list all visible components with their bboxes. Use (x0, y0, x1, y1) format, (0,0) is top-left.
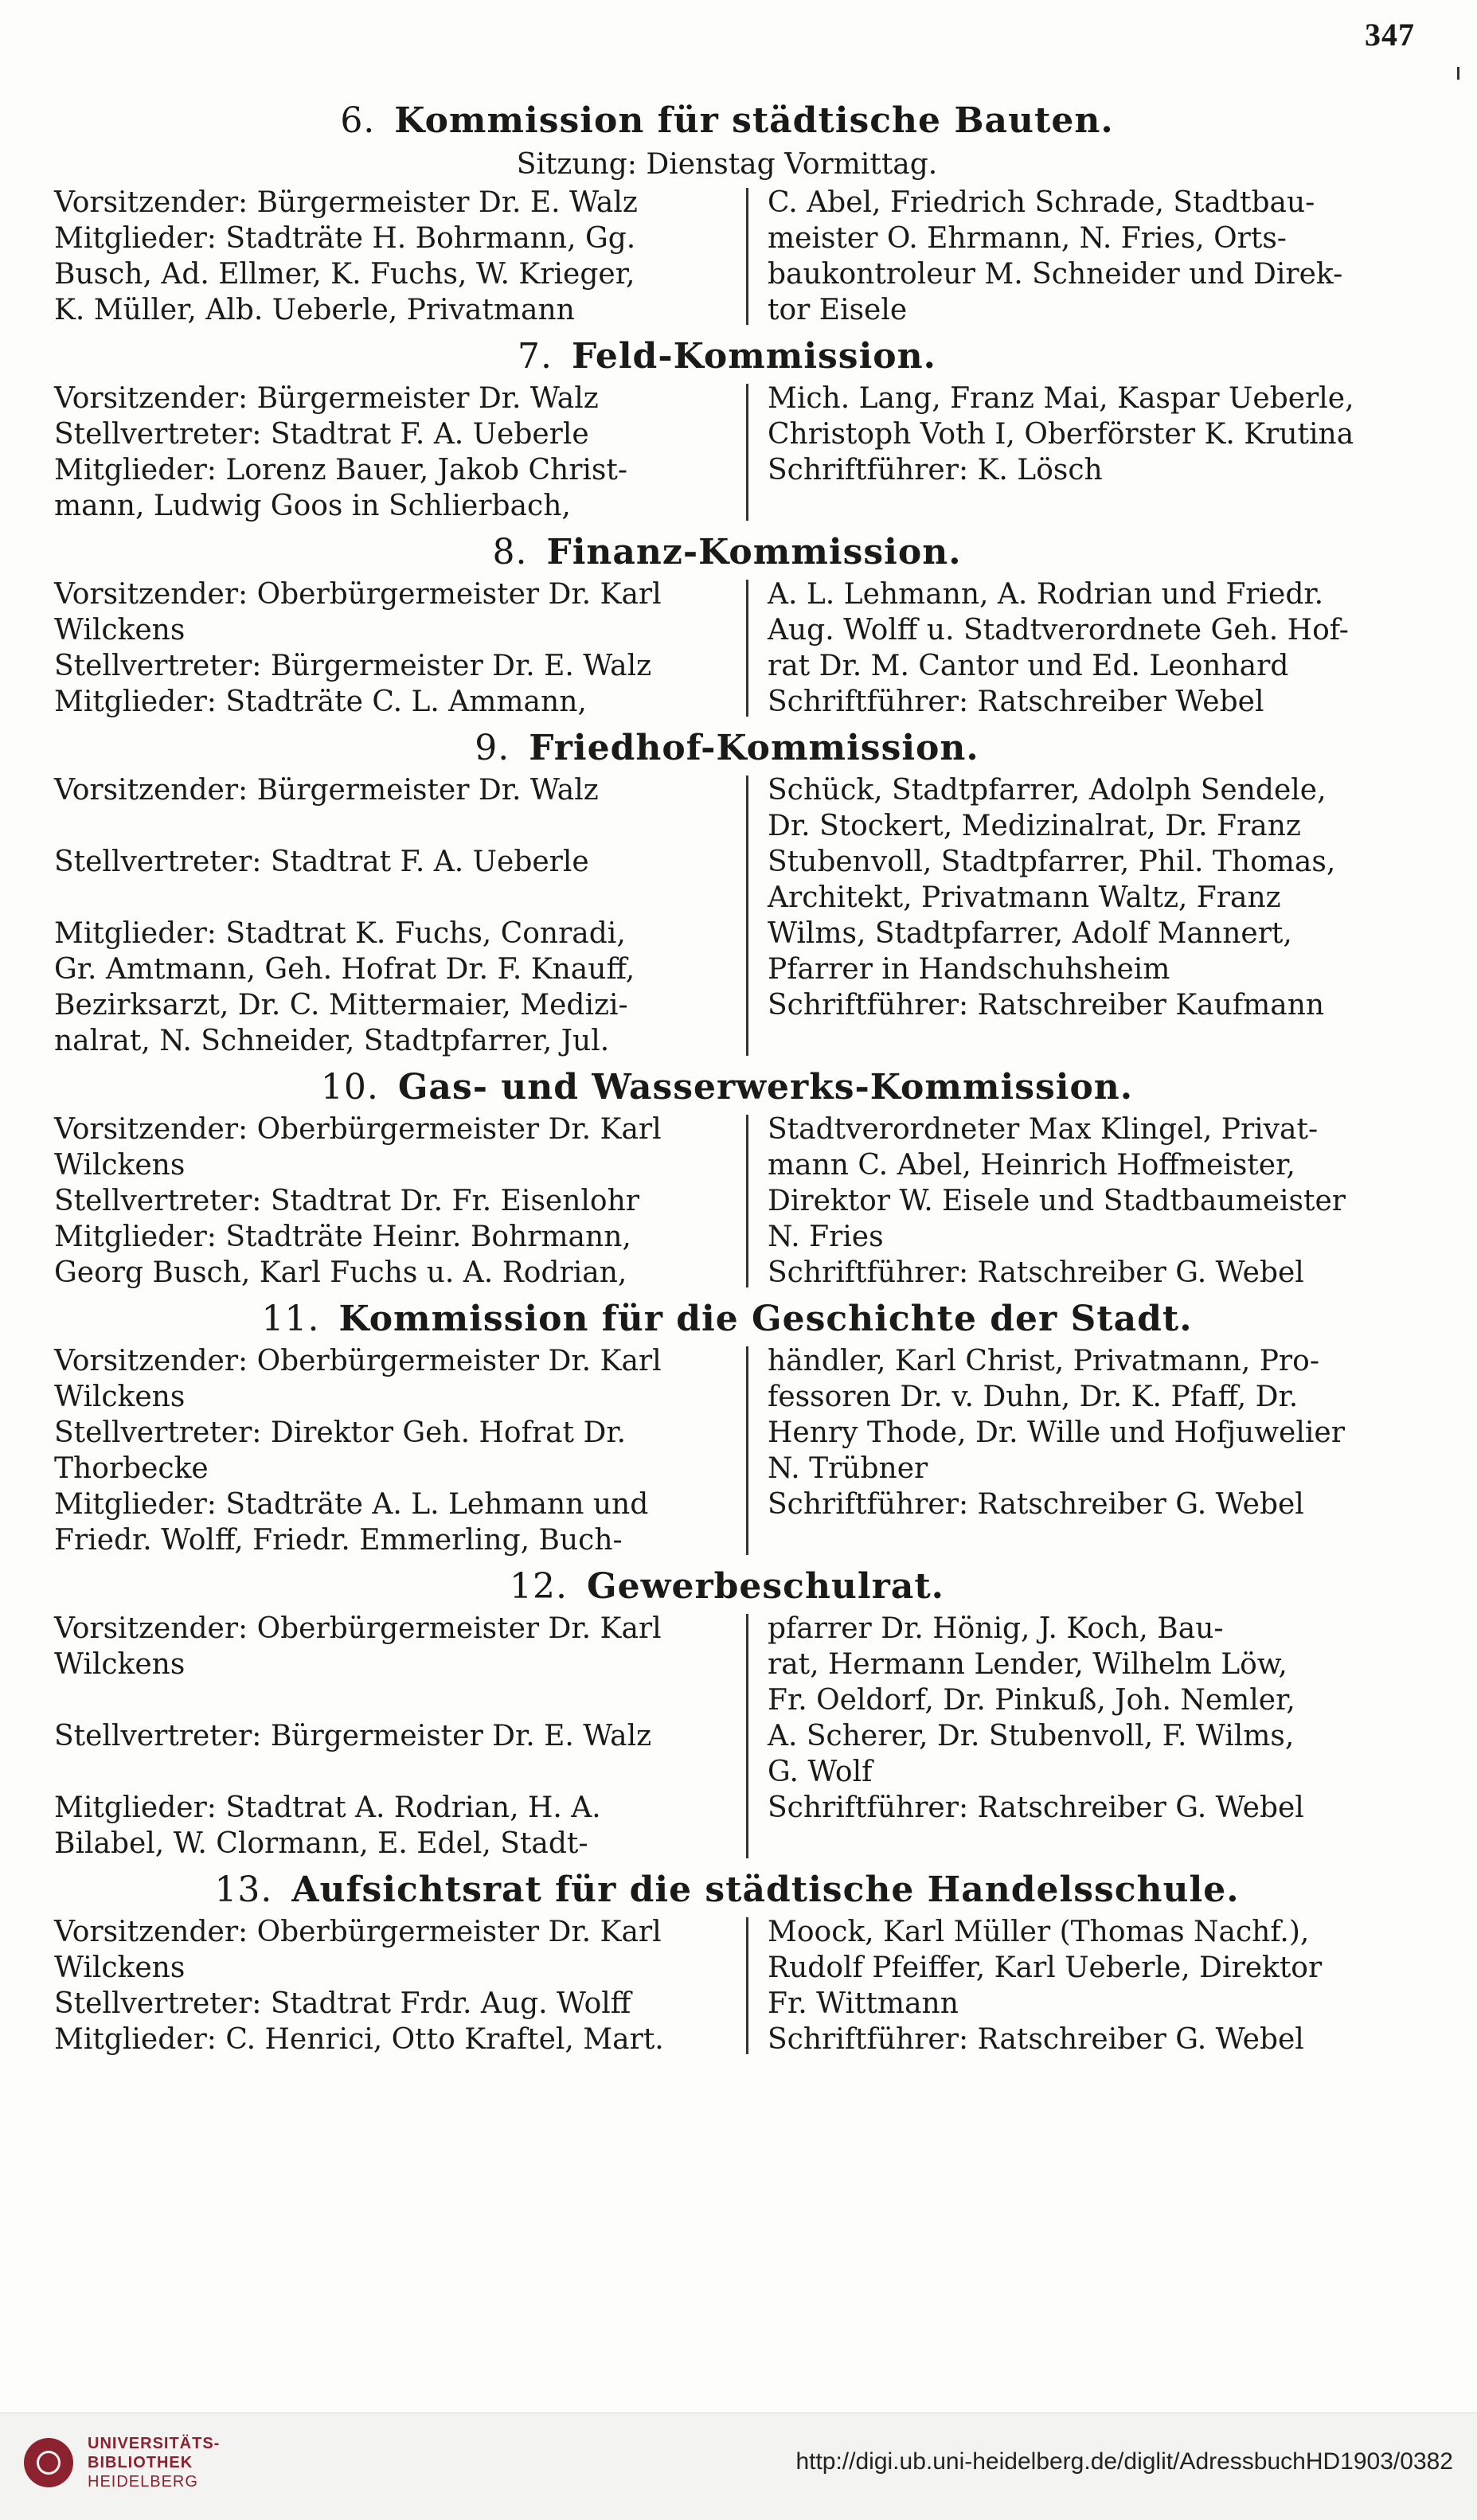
page-number: 347 (1365, 17, 1415, 53)
left-column-text: Vorsitzender: Bürgermeister Dr. E. Walz Mitglieder: Stadträte H. Bohrmann, Gg. Busch, Ad. Ellmer, K. Fuchs, W. Krieger, K. Müller, Alb. Ueberle, Privatmann (54, 186, 638, 326)
left-column-text: Vorsitzender: Bürgermeister Dr. Walz Stellvertreter: Stadtrat F. A. Ueberle Mitglieder: Stadtrat K. Fuchs, Conradi, Gr. Amtmann, Geh. Hofrat Dr. F. Knauff, Bezirksarzt, Dr. C. Mittermaier, Medizi- nalrat, N. Schneider, Stadtpfarrer, Jul. (54, 774, 635, 1057)
section-heading (54, 1295, 1400, 1343)
right-column-text: Schück, Stadtpfarrer, Adolph Sendele, Dr. Stockert, Medizinalrat, Dr. Franz Stubenvoll, Stadtpfarrer, Phil. Thomas, Architekt, Privatmann Waltz, Franz Wilms, Stadtpfarrer, Adolf Mannert, Pfarrer in Handschuhsheim Schriftführer: Ratschreiber Kaufmann (768, 774, 1336, 1022)
commission-section (54, 97, 1400, 328)
right-column-text: A. L. Lehmann, A. Rodrian und Friedr. Aug. Wolff u. Stadtverordnete Geh. Hof- rat Dr. M. Cantor und Ed. Leonhard Schriftführer: Ratschreiber Webel (768, 578, 1349, 718)
commission-section (54, 725, 1400, 1059)
logo-line-2: BIBLIOTHEK (88, 2454, 193, 2471)
section-columns (54, 576, 1400, 720)
left-column-text: Vorsitzender: Oberbürgermeister Dr. Karl Wilckens Stellvertreter: Direktor Geh. Hofrat Dr. Thorbecke Mitglieder: Stadträte A. L. Lehmann und Friedr. Wolff, Friedr. Emmerling, Buch- (54, 1345, 662, 1557)
left-column-text: Vorsitzender: Oberbürgermeister Dr. Karl Wilckens Stellvertreter: Stadtrat Frdr. Aug. Wolff Mitglieder: C. Henrici, Otto Kraftel, Mart. (54, 1916, 664, 2056)
section-heading (54, 1866, 1400, 1914)
commission-section (54, 1295, 1400, 1558)
right-column-text: Stadtverordneter Max Klingel, Privat- mann C. Abel, Heinrich Hoffmeister, Direktor W. Eisele und Stadtbaumeister N. Fries Schriftführer: Ratschreiber G. Webel (768, 1113, 1346, 1289)
section-title: Aufsichtsrat für die städtische Handelsschule. (291, 1869, 1240, 1910)
section-number: 8. (492, 532, 528, 572)
section-heading (54, 1563, 1400, 1611)
section-number: 12. (510, 1566, 568, 1607)
section-columns (54, 1343, 1400, 1558)
section-heading (54, 1064, 1400, 1112)
library-logo (24, 2434, 220, 2491)
left-column-text: Vorsitzender: Bürgermeister Dr. Walz Stellvertreter: Stadtrat F. A. Ueberle Mitglieder: Lorenz Bauer, Jakob Christ- mann, Ludwig Goos in Schlierbach, (54, 382, 628, 522)
commission-section (54, 1563, 1400, 1862)
section-heading (54, 529, 1400, 576)
section-number: 9. (475, 728, 510, 768)
left-column-text: Vorsitzender: Oberbürgermeister Dr. Karl Wilckens Stellvertreter: Bürgermeister Dr. E. Walz Mitglieder: Stadträte C. L. Ammann, (54, 578, 662, 718)
margin-mark (1457, 67, 1459, 80)
section-heading (54, 333, 1400, 381)
commission-section (54, 1866, 1400, 2057)
section-heading (54, 725, 1400, 772)
section-columns (54, 772, 1400, 1059)
section-title: Gewerbeschulrat. (587, 1566, 944, 1607)
section-number: 10. (320, 1067, 379, 1108)
right-column-text: Mich. Lang, Franz Mai, Kaspar Ueberle, Christoph Voth I, Oberförster K. Krutina Schriftführer: K. Lösch (768, 382, 1354, 486)
section-title: Gas- und Wasserwerks-Kommission. (397, 1067, 1134, 1108)
section-number: 11. (261, 1299, 320, 1339)
section-columns (54, 1112, 1400, 1291)
section-columns (54, 381, 1400, 524)
right-column-text: pfarrer Dr. Hönig, J. Koch, Bau- rat, Hermann Lender, Wilhelm Löw, Fr. Oeldorf, Dr. Pinkuß, Joh. Nemler, A. Scherer, Dr. Stubenvoll, F. Wilms, G. Wolf Schriftführer: Ratschreiber G. Webel (768, 1612, 1304, 1824)
right-column-text: Moock, Karl Müller (Thomas Nachf.), Rudolf Pfeiffer, Karl Ueberle, Direktor Fr. Wittmann Schriftführer: Ratschreiber G. Webel (768, 1916, 1323, 2056)
section-number: 7. (518, 336, 553, 377)
section-columns (54, 1914, 1400, 2057)
logo-line-3: HEIDELBERG (88, 2473, 198, 2491)
page-content (54, 94, 1400, 2062)
commission-section (54, 1064, 1400, 1291)
section-heading (54, 97, 1400, 145)
section-number: 13. (214, 1869, 273, 1910)
section-title: Friedhof-Kommission. (529, 728, 979, 768)
section-title: Feld-Kommission. (572, 336, 936, 377)
section-columns (54, 1611, 1400, 1862)
right-column-text: händler, Karl Christ, Privatmann, Pro- fessoren Dr. v. Duhn, Dr. K. Pfaff, Dr. Henry Thode, Dr. Wille und Hofjuwelier N. Trübner Schriftführer: Ratschreiber G. Webel (768, 1345, 1345, 1521)
right-column-text: C. Abel, Friedrich Schrade, Stadtbau- meister O. Ehrmann, N. Fries, Orts- baukontroleur M. Schneider und Direk- tor Eisele (768, 186, 1343, 326)
section-title: Finanz-Kommission. (546, 532, 962, 572)
commission-section (54, 529, 1400, 720)
section-subtitle: Sitzung: Dienstag Vormittag. (516, 148, 938, 181)
section-columns (54, 185, 1400, 328)
section-title: Kommission für städtische Bauten. (394, 100, 1114, 141)
left-column-text: Vorsitzender: Oberbürgermeister Dr. Karl Wilckens Stellvertreter: Stadtrat Dr. Fr. Eisenlohr Mitglieder: Stadträte Heinr. Bohrmann, Georg Busch, Karl Fuchs u. A. Rodrian, (54, 1113, 662, 1289)
commission-section (54, 333, 1400, 524)
source-url[interactable]: http://digi.ub.uni-heidelberg.de/diglit/AdressbuchHD1903/0382 (795, 2448, 1453, 2475)
left-column-text: Vorsitzender: Oberbürgermeister Dr. Karl Wilckens Stellvertreter: Bürgermeister Dr. E. Walz Mitglieder: Stadtrat A. Rodrian, H. A. Bilabel, W. Clormann, E. Edel, Stadt- (54, 1612, 662, 1860)
digitization-footer (0, 2413, 1477, 2520)
section-number: 6. (340, 100, 376, 141)
logo-line-1: UNIVERSITÄTS- (88, 2435, 221, 2452)
seal-icon (24, 2438, 73, 2487)
section-title: Kommission für die Geschichte der Stadt. (338, 1299, 1193, 1339)
